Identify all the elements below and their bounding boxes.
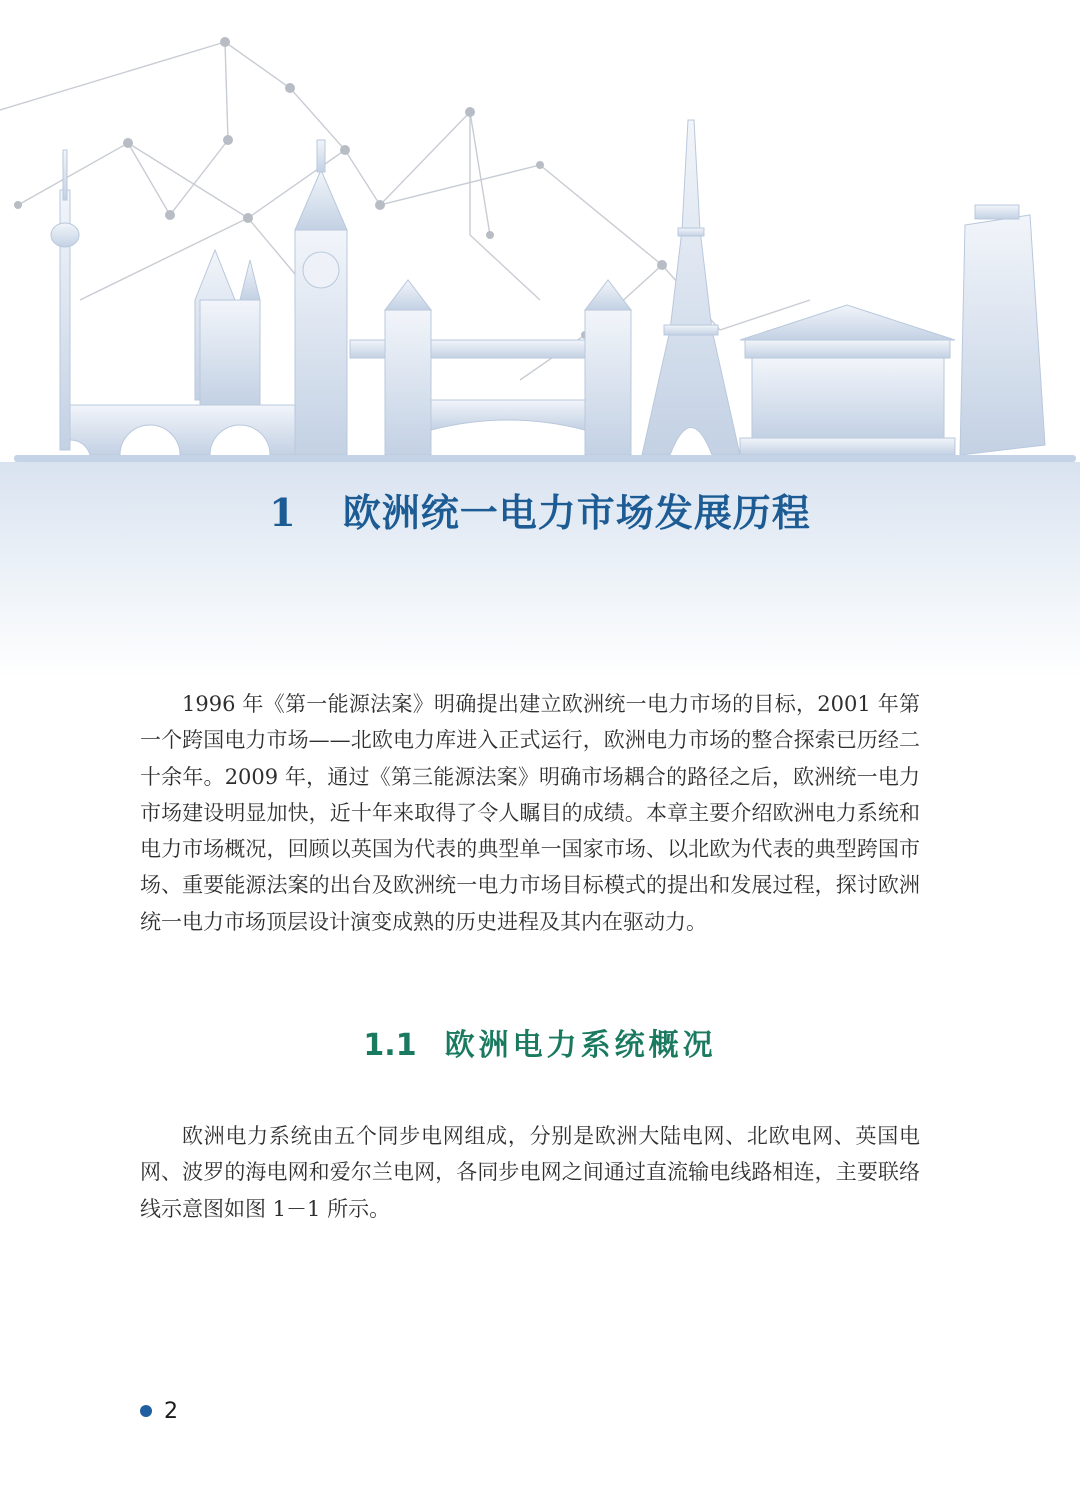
section-title xyxy=(0,1020,1080,1064)
ground-line xyxy=(14,455,1076,462)
section-number: 1.1 xyxy=(363,1028,417,1063)
header-illustration xyxy=(0,0,1080,680)
page-footer xyxy=(140,1396,178,1426)
section-title-text: 欧洲电力系统概况 xyxy=(444,1028,717,1063)
page-dot-icon xyxy=(140,1405,152,1417)
intro-paragraph: 1996 年《第一能源法案》明确提出建立欧洲统一电力市场的目标，2001 年第一个跨国电力市场——北欧电力库进入正式运行，欧洲电力市场的整合探索已历经二十余年。2009 年，通过《第三能源法案》明确市场耦合的路径之后，欧洲统一电力市场建设明显加快，近十年来取得了令人瞩目的成绩。本章主要介绍欧洲电力系统和电力市场概况，回顾以英国为代表的典型单一国家市场、以北欧为代表的典型跨国市场、重要能源法案的出台及欧洲统一电力市场目标模式的提出和发展过程，探讨欧洲统一电力市场顶层设计演变成熟的历史进程及其内在驱动力。 xyxy=(140,692,920,934)
chapter-title xyxy=(0,482,1080,537)
chapter-number: 1 xyxy=(269,490,297,535)
page-number: 2 xyxy=(164,1398,178,1424)
skyline xyxy=(51,120,1045,455)
chapter-title-text: 欧洲统一电力市场发展历程 xyxy=(342,490,811,535)
section-paragraph: 欧洲电力系统由五个同步电网组成，分别是欧洲大陆电网、北欧电网、英国电网、波罗的海电网和爱尔兰电网，各同步电网之间通过直流输电线路相连，主要联络线示意图如图 1－1 所示。 xyxy=(140,1124,920,1221)
